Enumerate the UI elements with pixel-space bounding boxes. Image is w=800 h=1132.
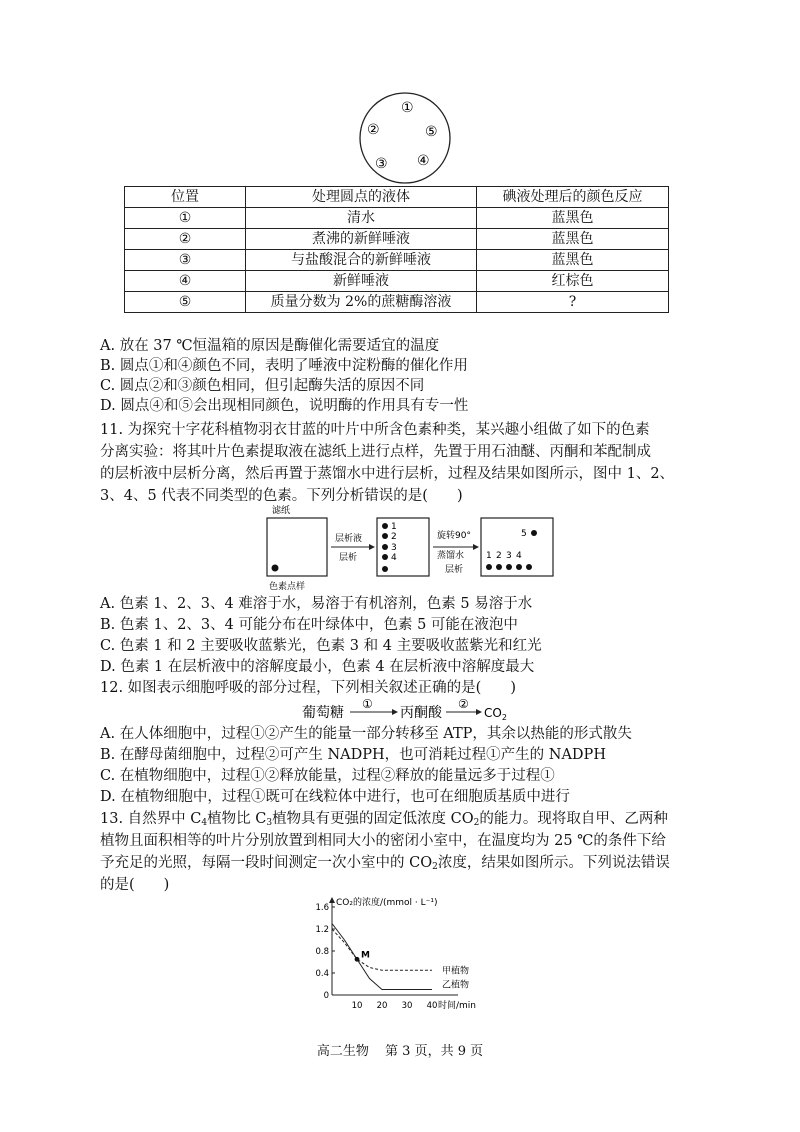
y-tick-label: 0 [323, 991, 329, 1001]
table-cell: 清水 [246, 208, 477, 229]
series-label-1: 乙植物 [442, 980, 470, 991]
table-cell: 蓝黑色 [477, 208, 669, 229]
flow-step2: ② [458, 697, 469, 711]
stage3-dot-3 [506, 564, 512, 570]
dish-label-1: ① [401, 100, 414, 116]
arrow2-mid-label: 蒸馏水 [437, 551, 465, 561]
q13-text: 13. 自然界中 C [100, 811, 202, 827]
series-line-0 [332, 929, 432, 970]
q13-text: 植物具有更强的固定低浓度 CO [272, 811, 474, 827]
dish-label-3: ③ [375, 156, 388, 172]
table-cell: ⑤ [125, 292, 246, 313]
q13-sub: 4 [201, 818, 208, 828]
stage2-label-2: 2 [391, 532, 397, 542]
stage3-dot-1 [486, 564, 492, 570]
q13-sub: 3 [266, 818, 273, 828]
table-cell: ③ [125, 250, 246, 271]
q13-sub: 2 [473, 818, 480, 828]
co2-chart-svg [310, 893, 510, 1013]
respiration-flow-svg [300, 696, 530, 724]
stage2-label-4: 4 [391, 553, 397, 563]
q13-text: 植物比 C [207, 811, 267, 827]
table-header: 位置 [125, 187, 246, 208]
q11-stem-line: 的层析液中层析分离，然后再置于蒸馏水中进行层析，过程及结果如图所示，图中 1、2、 [100, 466, 675, 482]
footer-subject: 高二生物 [316, 1044, 369, 1059]
q10-option-a: A. 放在 37 ℃恒温箱的原因是酶催化需要适宜的温度 [100, 338, 440, 354]
table-cell: 煮沸的新鲜唾液 [246, 229, 477, 250]
table-cell: ① [125, 208, 246, 229]
table-header: 碘液处理后的颜色反应 [477, 187, 669, 208]
arrow1-bottom-label: 层析 [339, 553, 358, 563]
y-tick-label: 1.2 [315, 925, 329, 935]
dish-label-4: ④ [417, 153, 430, 169]
q11-stem-line: 分离实验：将其叶片色素提取液在滤纸上进行点样，先置于用石油醚、丙酮和苯配制成 [100, 444, 651, 460]
table-cell: 红棕色 [477, 271, 669, 292]
stage3-dot-6 [526, 564, 532, 570]
q10-option-d: D. 圆点④和⑤会出现相同颜色，说明酶的作用具有专一性 [100, 398, 469, 414]
series-line-1 [332, 924, 432, 990]
table-cell: ? [477, 292, 669, 313]
q11-stem-line: 11. 为探究十字花科植物羽衣甘蓝的叶片中所含色素种类，某兴趣小组做了如下的色素 [100, 422, 650, 438]
q13-stem-line: 的是( ) [100, 877, 170, 893]
dish-label-2: ② [367, 122, 380, 138]
stage2-dot-1 [382, 523, 388, 529]
point-m-label: M [361, 950, 370, 961]
q12-stem: 12. 如图表示细胞呼吸的部分过程，下列相关叙述正确的是( ) [100, 680, 516, 696]
q11-option-a: A. 色素 1、2、3、4 难溶于水，易溶于有机溶剂，色素 5 易溶于水 [100, 596, 533, 612]
flow-co2: $CO_2$ [484, 706, 507, 722]
table-header-row [125, 187, 669, 208]
stage3-label-2: 2 [496, 551, 502, 561]
stage2-dot-4 [382, 554, 388, 560]
y-axis-arrow [329, 897, 335, 903]
table-cell: 蓝黑色 [477, 229, 669, 250]
stage2-dot-3 [382, 544, 388, 550]
table-header: 处理圆点的液体 [246, 187, 477, 208]
y-tick-label: 0.4 [315, 969, 329, 979]
table-cell: 质量分数为 2%的蔗糖酶溶液 [246, 292, 477, 313]
y-tick-label: 0.8 [315, 947, 329, 957]
stage2-label-3: 3 [391, 543, 397, 553]
q10-option-c: C. 圆点②和③颜色相同，但引起酶失活的原因不同 [100, 378, 425, 394]
dish-label-5: ⑤ [425, 124, 438, 140]
table-cell: 与盐酸混合的新鲜唾液 [246, 250, 477, 271]
q10-option-b: B. 圆点①和④颜色不同，表明了唾液中淀粉酶的催化作用 [100, 358, 468, 374]
series-label-0: 甲植物 [442, 966, 470, 977]
flow-pyruvate: 丙酮酸 [400, 705, 442, 721]
arrow2-top-label: 旋转90° [437, 531, 471, 541]
table-row [125, 229, 669, 250]
table-cell: ② [125, 229, 246, 250]
enzyme-table [124, 186, 669, 313]
q13-stem-line: 植物且面积相等的叶片分别放置到相同大小的密闭小室中，在温度均为 25 ℃的条件下给 [100, 833, 666, 849]
flow-glucose: 葡萄糖 [302, 705, 344, 721]
footer-page: 第 3 页，共 9 页 [385, 1044, 484, 1059]
x-tick-label: 10 [351, 1001, 363, 1011]
point-m [355, 957, 360, 962]
paper-label: 滤纸 [272, 506, 291, 516]
x-tick-label: 40 [426, 1001, 438, 1011]
sample-spot [272, 565, 279, 572]
arrow1-top-label: 层析液 [335, 534, 363, 544]
arrow1-head [369, 544, 375, 550]
stage3-dot-5 [531, 530, 537, 536]
stage2-label-1: 1 [391, 522, 397, 532]
q11-option-d: D. 色素 1 在层析液中的溶解度最小，色素 4 在层析液中溶解度最大 [100, 659, 535, 675]
chromatography-svg [255, 500, 565, 592]
q13-stem-line [100, 853, 670, 877]
flow-step1: ① [362, 697, 373, 711]
q13-text: 浓度，结果如图所示。下列说法错误 [437, 855, 670, 871]
co2-chart [310, 893, 510, 1013]
x-tick-label: 20 [376, 1001, 388, 1011]
q11-option-c: C. 色素 1 和 2 主要吸收蓝紫光，色素 3 和 4 主要吸收蓝紫光和红光 [100, 638, 542, 654]
stage3-label-1: 1 [486, 551, 492, 561]
stage3-dot-2 [496, 564, 502, 570]
q12-option-d: D. 在植物细胞中，过程①既可在线粒体中进行，也可在细胞质基质中进行 [100, 789, 570, 805]
respiration-flow [300, 696, 530, 724]
q12-option-c: C. 在植物细胞中，过程①②释放能量，过程②释放的能量远多于过程① [100, 768, 555, 784]
stage2-dot-2 [382, 533, 388, 539]
flow-arrow2-head [476, 709, 482, 715]
q11-option-b: B. 色素 1、2、3、4 可能分布在叶绿体中，色素 5 可能在液泡中 [100, 617, 518, 633]
q13-text: 的能力。现将取自甲、乙两种 [479, 811, 668, 827]
stage3-top-label: 5 [521, 529, 527, 539]
dish-diagram [355, 88, 455, 188]
arrow2-bottom-label: 层析 [445, 565, 464, 575]
page-footer [0, 1040, 800, 1059]
table-row [125, 292, 669, 313]
q13-stem-line [100, 809, 668, 833]
table-cell: 新鲜唾液 [246, 271, 477, 292]
dish-svg [355, 88, 455, 188]
table-cell: 蓝黑色 [477, 250, 669, 271]
y-axis-label: CO₂的浓度/(mmol · L⁻¹) [336, 898, 438, 908]
chromatography-diagram [255, 500, 565, 592]
q12-option-a: A. 在人体细胞中，过程①②产生的能量一部分转移至 ATP，其余以热能的形式散失 [100, 726, 632, 742]
flow-arrow1-head [392, 709, 398, 715]
stage3-dot-4 [516, 564, 522, 570]
stage3-label-4: 4 [516, 551, 522, 561]
table-row [125, 250, 669, 271]
q13-sub: 2 [432, 862, 438, 872]
spot-label: 色素点样 [269, 582, 306, 592]
table-row [125, 208, 669, 229]
y-tick-label: 1.6 [315, 903, 329, 913]
q11-stem-line: 3、4、5 代表不同类型的色素。下列分析错误的是( ) [100, 488, 463, 504]
table-cell: ④ [125, 271, 246, 292]
x-axis-label: 时间/min [438, 1001, 477, 1011]
q13-text: 予充足的光照，每隔一段时间测定一次小室中的 CO [100, 855, 433, 871]
arrow2-head [473, 544, 479, 550]
stage3-label-3: 3 [506, 551, 512, 561]
stage2-dot-5 [382, 566, 388, 572]
x-tick-label: 30 [401, 1001, 413, 1011]
q12-option-b: B. 在酵母菌细胞中，过程②可产生 NADPH，也可消耗过程①产生的 NADPH [100, 747, 606, 763]
table-row [125, 271, 669, 292]
